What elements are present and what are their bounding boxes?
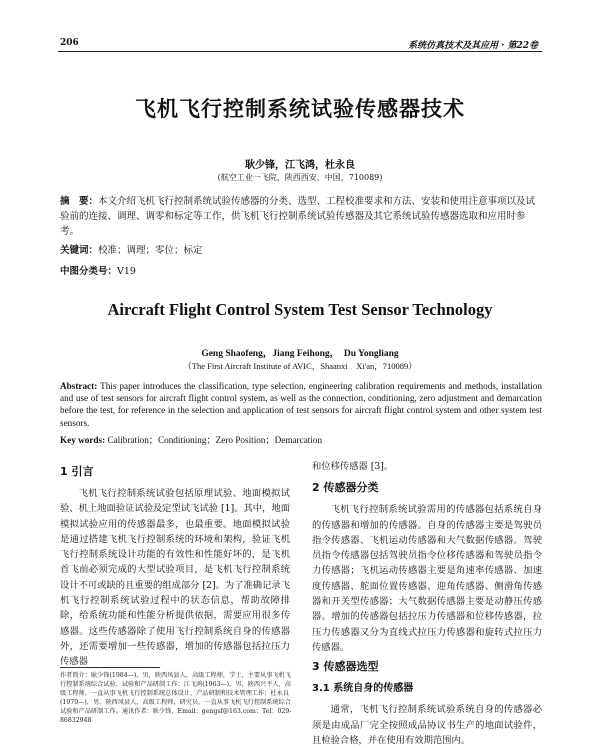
abstract-english [60,380,542,429]
title-chinese: 飞机飞行控制系统试验传感器技术 [135,97,465,121]
abstract-chinese [60,194,540,239]
title-english: Aircraft Flight Control System Test Sensor Technology [107,300,493,319]
classification-text: V19 [117,266,136,277]
section-1-heading: 1 引言 [60,465,94,478]
section-3-heading: 3 传感器选型 [312,660,379,674]
section-1-continuation: 和位移传感器 [3]。 [312,461,394,472]
keywords-chinese-text: 校准；调理；零位；标定 [98,245,203,256]
right-column [312,459,542,748]
footnote-rule [60,667,160,668]
section-2-heading: 2 传感器分类 [312,481,379,495]
section-1-paragraph: 飞机飞行控制系统试验包括原理试验、地面模拟试验、机上地面验证试验及定型试飞试验 [1]。其中，地面模拟试验应用的传感器最多，也最重要。地面模拟试验是通过搭建飞机飞行控制系统的环境和架构，验证飞机飞行控制系统设计功能的有效性和性能好坏的，是飞机首飞前必须完成的大型试验项目，是飞机飞行控制系统设计不可或缺的且重要的组成部分 [2]。为了准确记录飞机飞行控制系统试验过程中的状态信息，帮助故障排除，给系统功能和性能分析提供依据，需要应用很多传感器。这些传感器除了使用飞行控制系统自身的传感器外，还需要增加一些传感器，增加的传感器包括拉压力传感器 [60,488,290,668]
keywords-english-text: Calibration；Conditioning；Zero Position；Demarcation [105,435,323,445]
abstract-english-label: Abstract: [60,381,98,391]
classification-label: 中图分类号： [60,266,118,277]
left-column [60,460,290,670]
keywords-chinese-label: 关键词： [60,245,99,256]
section-3-1-heading: 3.1 系统自身的传感器 [312,683,414,695]
section-2-paragraph: 飞机飞行控制系统试验需用的传感器包括系统自身的传感器和增加的传感器。自身的传感器主要是驾驶员指令传感器、飞机运动传感器和大气数据传感器。驾驶员指令传感器包括驾驶员指令位移传感器和驾驶员指令力传感器；飞机运动传感器主要是角速率传感器、加速度传感器、舵面位置传感器、迎角传感器、侧滑角传感器和开关型传感器；大气数据传感器主要是动静压传感器。增加的传感器包括拉压力传感器和位移传感器，拉压力传感器又分为直线式拉压力传感器和旋转式拉压力传感器。 [312,504,542,653]
authors-chinese: 耿少锋，江飞鸿，杜永良 [245,160,355,171]
keywords-english [60,432,542,446]
page-number: 206 [60,38,79,48]
keywords-english-label: Key words: [60,435,106,445]
abstract-chinese-label: 摘 要： [60,196,99,207]
keywords-chinese [60,242,540,256]
abstract-english-text: This paper introduces the classification, type selection, engineering calibration requirements and methods, installation and use of test sensors for aircraft flight control system, as well as the connection, conditioning, zero adjustment and demarcation before the test, for reference in the selection and application of test sensors for aircraft flight control system and other system test sensors. [60,381,542,428]
affiliation-english: （The First Aircraft Institute of AVIC，Shaanxi Xi'an，710089） [183,361,417,371]
affiliation-chinese: (航空工业一飞院，陕西西安，中国，710089) [217,173,383,182]
author-footnote: 作者简介：耿少锋(1984—)，男，陕西凤县人，高级工程师，学士，主要从事飞机飞行控制系统综合试验、试验和产品研制工作；江飞鸿(1963—)，男，陕西兴平人，高级工程师，一直从事飞机飞行控制系统总体设计、产品研制和技术管理工作；杜永良(1979—)，男，陕西凤县人，高级工程师，研究员，一直从事飞机飞行控制系统综合试验和产品研制工作。通讯作者：耿少锋，Email：gengsf@163.com；Tel：029-86832948 [60,672,292,724]
running-header [60,38,538,52]
section-3-1-paragraph: 通常，飞机飞行控制系统试验系统自身的传感器必须是由成品厂完全按照成品协议书生产的地面试验件，且检验合格，并在使用有效期范围内。 [312,704,542,746]
classification-number [60,263,540,277]
journal-name: 系统仿真技术及其应用 · 第22卷 [408,41,538,51]
authors-english: Geng Shaofeng，Jiang Feihong， Du Yongliang [201,349,399,359]
abstract-chinese-text: 本文介绍飞机飞行控制系统试验传感器的分类、选型、工程校准要求和方法、安装和使用注意事项以及试验前的连接、调理、调零和标定等工作，供飞机飞行控制系统试验传感器及其它系统试验传感器选取和应用时参考。 [60,196,536,237]
header-rule [58,51,542,52]
